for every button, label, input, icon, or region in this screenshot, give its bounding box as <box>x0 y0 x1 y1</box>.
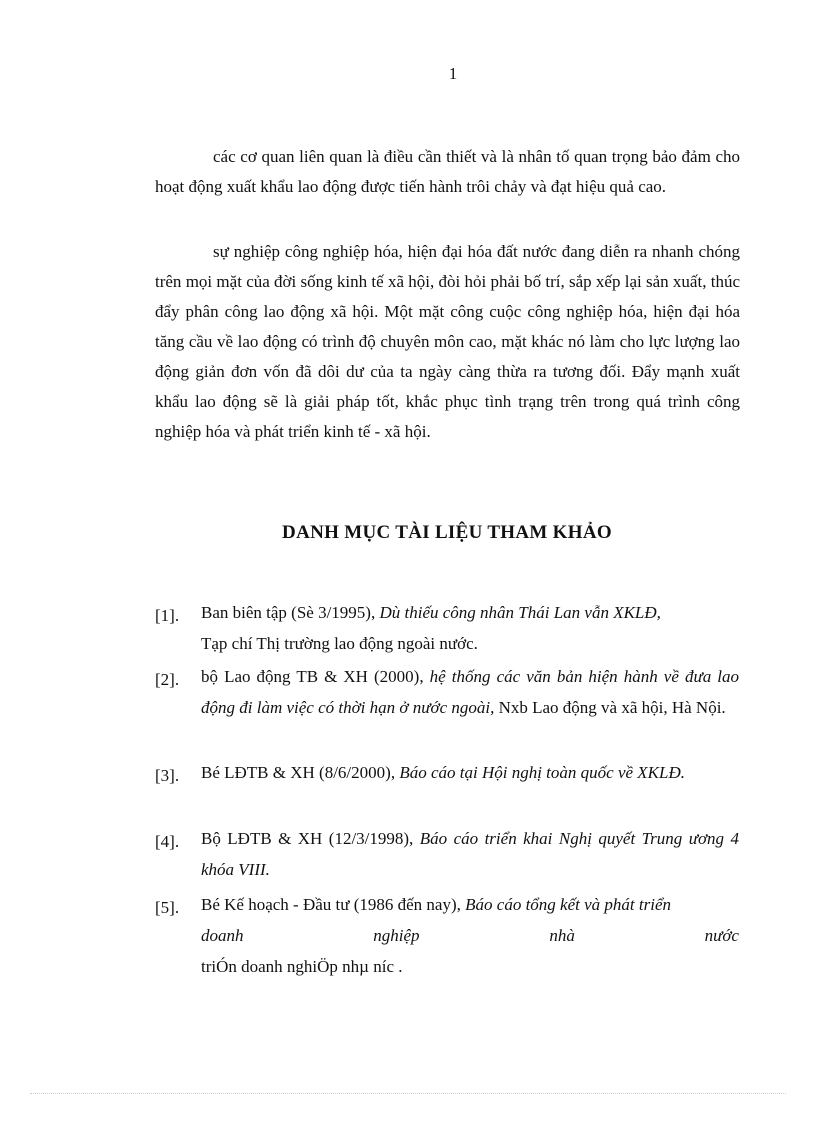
reference-word: nhà <box>549 926 575 945</box>
reference-source: Tạp chí Thị trường lao động ngoài nước. <box>201 634 478 653</box>
reference-word: nghiệp <box>373 926 420 945</box>
reference-author: bộ Lao động TB & XH (2000), <box>201 667 424 686</box>
reference-garbled-line: triÓn doanh nghiÖp nhµ níc . <box>201 957 403 976</box>
reference-body <box>201 757 739 788</box>
reference-source: Nxb Lao động và xã hội, Hà Nội. <box>498 698 726 717</box>
reference-body <box>201 597 739 659</box>
reference-title: hệ thống các văn bản hiện hành về đưa lao động đi làm việc có thời hạn ở nước ngoài, <box>201 667 740 717</box>
paragraph-2: sự nghiệp công nghiệp hóa, hiện đại hóa đất nước đang diễn ra nhanh chóng trên mọi mặt của đời sống kinh tế xã hội, đòi hỏi phải bố trí, sắp xếp lại sản xuất, thúc đẩy phân công lao động xã hội. Một mặt công cuộc công nghiệp hóa, hiện đại hóa tăng cầu về lao động có trình độ chuyên môn cao, mặt khác nó làm cho lực lượng lao động giản đơn vốn đã dôi dư của ta ngày càng thừa ra tương đối. Đẩy mạnh xuất khẩu lao động sẽ là giải pháp tốt, khắc phục tình trạng trên trong quá trình công nghiệp hóa và phát triển kinh tế - xã hội. <box>155 242 740 441</box>
reference-author: Ban biên tập (Sè 3/1995), <box>201 603 376 622</box>
reference-author: Bé LĐTB & XH (8/6/2000), <box>201 763 396 782</box>
page-number: 1 <box>448 64 458 83</box>
reference-body <box>201 889 739 982</box>
references-heading: DANH MỤC TÀI LIỆU THAM KHẢO <box>282 522 612 543</box>
reference-title-continued <box>201 920 739 951</box>
reference-title: Báo cáo tại Hội nghị toàn quốc về XKLĐ. <box>399 763 685 782</box>
reference-body <box>201 823 739 885</box>
paragraph-1: các cơ quan liên quan là điều cần thiết và là nhân tố quan trọng bảo đảm cho hoạt động xuất khẩu lao động được tiến hành trôi chảy và đạt hiệu quả cao. <box>155 147 740 196</box>
reference-author: Bé Kế hoạch - Đầu tư (1986 đến nay), <box>201 895 461 914</box>
reference-body <box>201 661 739 723</box>
reference-number: [3]. <box>155 766 180 785</box>
reference-title: Báo cáo tổng kết và phát triển <box>465 895 671 914</box>
reference-title: Báo cáo triển khai Nghị quyết Trung ương 4 khóa VIII. <box>201 829 739 879</box>
reference-number: [4]. <box>155 832 180 851</box>
reference-word: doanh <box>201 926 244 945</box>
reference-number: [5]. <box>155 898 180 917</box>
reference-number: [1]. <box>155 606 180 625</box>
reference-title: Dù thiếu công nhân Thái Lan vẫn XKLĐ, <box>379 603 661 622</box>
reference-word: nước <box>704 926 739 945</box>
reference-number: [2]. <box>155 670 180 689</box>
footer-divider <box>30 1093 786 1094</box>
reference-author: Bộ LĐTB & XH (12/3/1998), <box>201 829 414 848</box>
